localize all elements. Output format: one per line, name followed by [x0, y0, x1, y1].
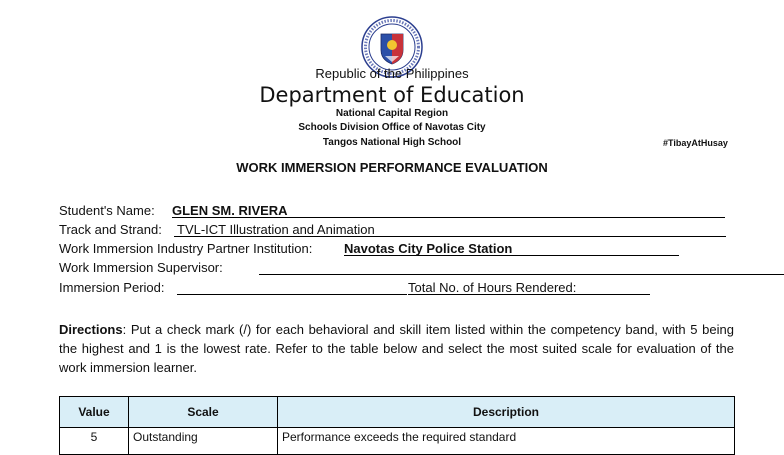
table-row	[60, 428, 735, 455]
republic-heading: Republic of the Philippines	[315, 66, 469, 81]
supervisor-label: Work Immersion Supervisor:	[59, 260, 223, 275]
period-label: Immersion Period:	[59, 280, 165, 295]
track-field[interactable]	[174, 222, 726, 237]
directions-paragraph	[59, 320, 734, 377]
division-heading: Schools Division Office of Navotas City	[298, 122, 486, 133]
department-heading: Department of Education	[259, 83, 525, 107]
header-value: Value	[60, 397, 129, 428]
header-scale: Scale	[129, 397, 278, 428]
partner-value: Navotas City Police Station	[344, 241, 513, 256]
row-value: 5	[60, 428, 129, 455]
hours-label: Total No. of Hours Rendered:	[408, 280, 577, 295]
period-field[interactable]	[177, 280, 407, 295]
region-heading: National Capital Region	[335, 108, 449, 119]
track-value: TVL-ICT Illustration and Animation	[177, 222, 375, 237]
row-scale: Outstanding	[129, 428, 278, 455]
student-name-label: Student's Name:	[59, 203, 155, 218]
supervisor-field[interactable]	[259, 260, 784, 275]
scale-table-header	[60, 397, 735, 428]
track-label: Track and Strand:	[59, 222, 162, 237]
student-name-field[interactable]	[172, 203, 725, 218]
directions-text: : Put a check mark (/) for each behavioral and skill item listed within the competency band, with 5 being the highest and 1 is the lowest rate. Refer to the table below and select the most suited scale for evaluation of the work immersion learner.	[59, 322, 734, 375]
header-description: Description	[278, 397, 735, 428]
partner-label: Work Immersion Industry Partner Institution:	[59, 241, 313, 256]
row-description: Performance exceeds the required standard	[278, 428, 735, 455]
hashtag: #TibayAtHusay	[663, 138, 728, 148]
student-name-value: GLEN SM. RIVERA	[172, 203, 288, 218]
directions-label: Directions	[59, 322, 123, 337]
school-heading: Tangos National High School	[322, 137, 462, 148]
hours-field[interactable]	[408, 280, 650, 295]
scale-table	[59, 396, 735, 455]
partner-field[interactable]	[344, 241, 679, 256]
document-title: WORK IMMERSION PERFORMANCE EVALUATION	[236, 160, 548, 175]
